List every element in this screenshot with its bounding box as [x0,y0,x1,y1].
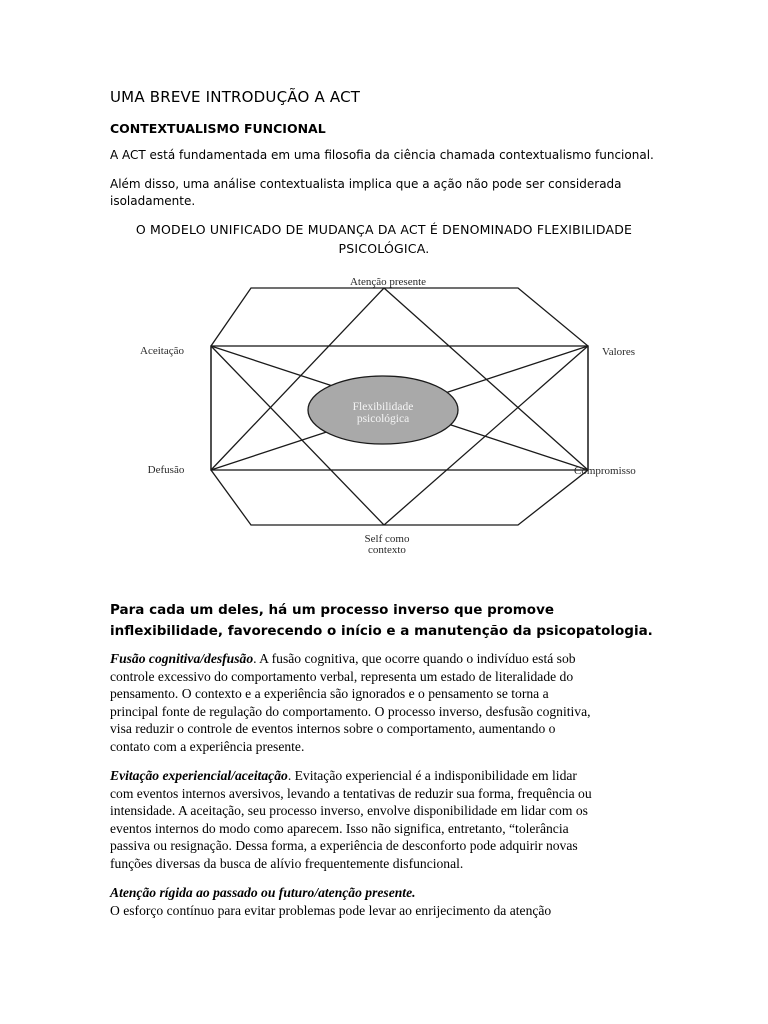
label-commitment: Compromisso [574,465,636,477]
label-self-line1: Self como [364,533,410,545]
avoidance-line: intensidade. A aceitação, seu processo inverso, envolve disponibilidade em lidar com os [110,803,588,818]
fusion-line: . A fusão cognitiva, que ocorre quando o indivíduo está sob [253,651,576,666]
label-values: Valores [602,346,635,358]
term-attention: Atenção rígida ao passado ou futuro/atenção presente. [110,885,416,900]
avoidance-line: funções diversas da busca de alívio frequentemente disfuncional. [110,855,464,871]
label-self-line2: contexto [368,544,406,556]
paragraph-contextualism: A ACT está fundamentada em uma filosofia da ciência chamada contextualismo funcional. [110,148,654,162]
term-fusion: Fusão cognitiva/desfusão [110,651,254,666]
hexaflex-diagram [118,270,678,560]
avoidance-line: eventos internos do modo como aparecem. Isso não significa, entretanto, “tolerância [110,820,569,836]
paragraph-fusion [110,650,670,755]
model-heading: O MODELO UNIFICADO DE MUDANÇA DA ACT É DENOMINADO FLEXIBILIDADE PSICOLÓGICA. [135,222,633,256]
section-heading: CONTEXTUALISMO FUNCIONAL [110,121,326,136]
fusion-line: controle excessivo do comportamento verbal, representa um estado de literalidade do [110,668,574,684]
label-attention-present: Atenção presente [349,276,427,288]
fusion-line: pensamento. O contexto e a experiência são ignorados e o pensamento se torna a [110,686,549,701]
paragraph-attention [110,884,670,919]
fusion-line: visa reduzir o controle de eventos internos sobre o comportamento, aumentando o [110,721,556,736]
fusion-line: principal fonte de regulação do comportamento. O processo inverso, desfusão cognitiva, [110,703,591,719]
avoidance-line: . Evitação experiencial é a indisponibilidade em lidar [287,768,577,783]
inverse-process-note: Para cada um deles, há um processo inverso que promove inflexibilidade, favorecendo o início e a manutenção da psicopatologia. [110,602,653,639]
avoidance-line: passiva ou resignação. Dessa forma, a experiência de desconforto pode adquirir novas [110,838,578,853]
center-label-line1: Flexibilidade [352,401,414,413]
term-avoidance: Evitação experiencial/aceitação [110,768,288,783]
paragraph-avoidance [110,767,670,872]
label-acceptance: Aceitação [140,345,184,357]
avoidance-line: com eventos internos aversivos, levando a tentativas de reduzir sua forma, frequência ou [110,785,592,801]
document-title: UMA BREVE INTRODUÇÃO A ACT [110,88,361,106]
label-defusion: Defusão [147,464,185,476]
center-label-line2: psicológica [356,413,410,425]
paragraph-analysis: Além disso, uma análise contextualista implica que a ação não pode ser considerada isoladamente. [110,177,622,208]
attention-line: O esforço contínuo para evitar problemas pode levar ao enrijecimento da atenção [110,902,552,918]
fusion-line: contato com a experiência presente. [110,738,305,754]
